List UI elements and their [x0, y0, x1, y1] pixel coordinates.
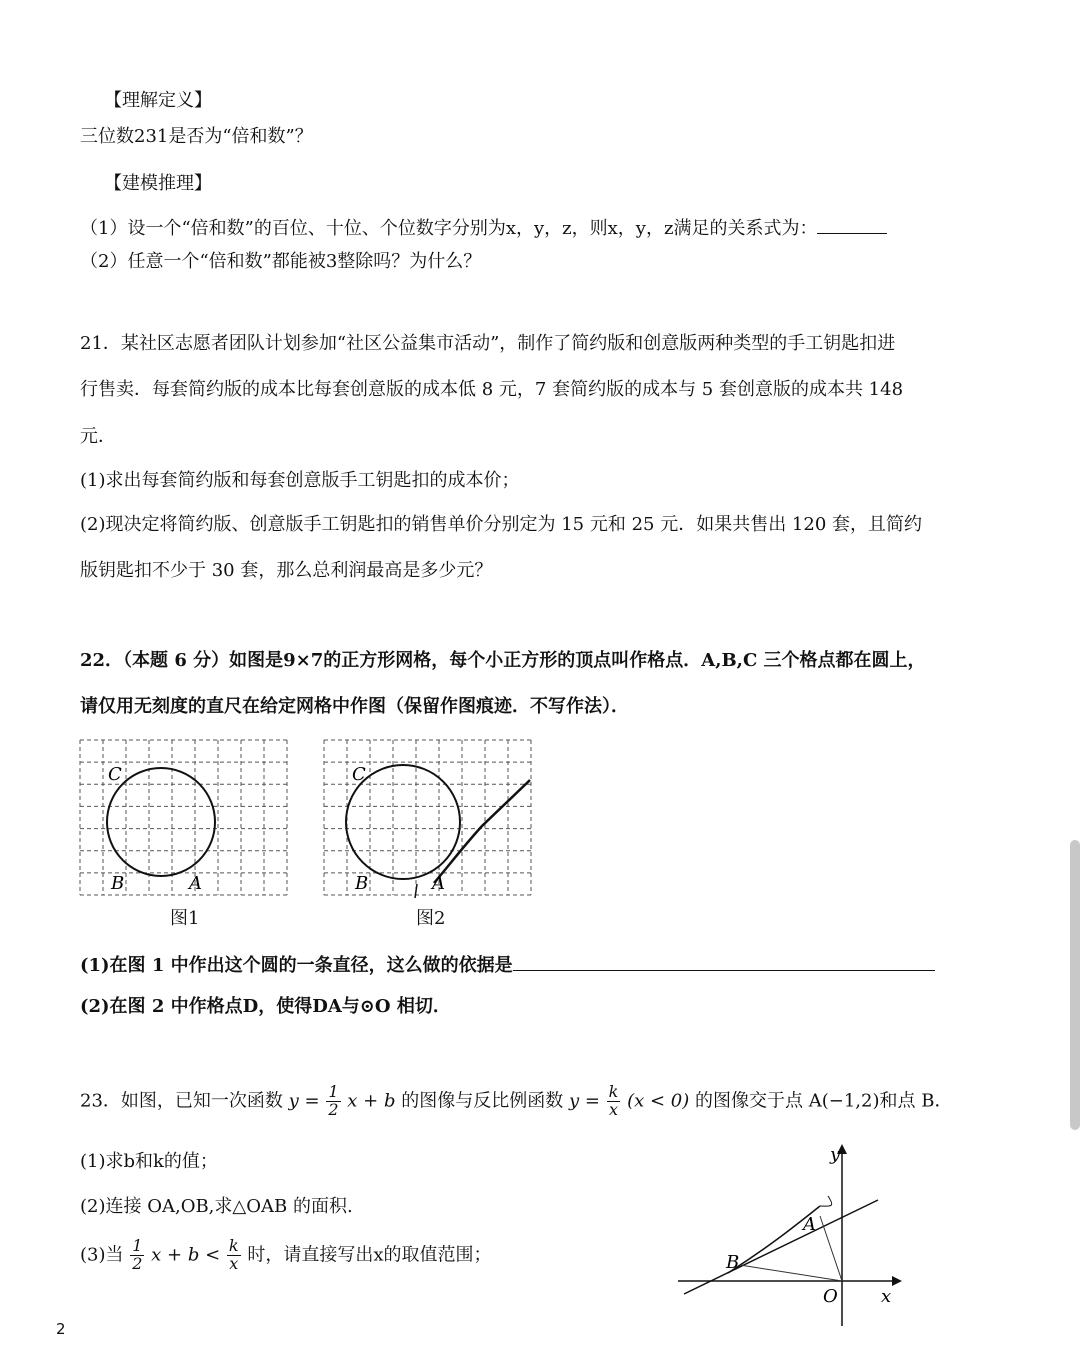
x-plus-b: x + b [151, 1244, 200, 1266]
figure-2-caption: 图2 [416, 908, 446, 929]
fraction-one-half [130, 1238, 144, 1273]
problem-21-line-1: 21．某社区志愿者团队计划参加“社区公益集市活动”，制作了简约版和创意版两种类型的手工钥匙扣进 [80, 333, 896, 354]
point-b-label: B [355, 873, 369, 894]
question-model-1-text: （1）设一个“倍和数”的百位、十位、个位数字分别为x，y，z，则x，y，z满足的关系式为： [80, 218, 818, 239]
construction-mark [415, 884, 417, 898]
linear-function-line [684, 1200, 878, 1294]
sub-3-prefix: (3)当 [80, 1244, 124, 1266]
sub-3-suffix: 时，请直接写出x的取值范围； [247, 1244, 492, 1266]
problem-21-line-2: 行售卖．每套简约版的成本比每套创意版的成本低 8 元，7 套简约版的成本与 5 套创意版的成本共 148 [80, 379, 904, 400]
problem-23-sub-1: (1)求b和k的值； [80, 1151, 218, 1172]
problem-23-prefix: 23．如图，已知一次函数 [80, 1090, 283, 1112]
problem-23-sub-3 [80, 1238, 492, 1273]
heading-understand-definition: 【理解定义】 [104, 90, 212, 111]
problem-21-line-3: 元． [80, 426, 116, 447]
numerator: k [608, 1082, 619, 1101]
x-plus-b: x + b [347, 1090, 396, 1112]
problem-21-sub-2-line-2: 版钥匙扣不少于 30 套，那么总利润最高是多少元？ [80, 560, 493, 581]
problem-23-sub-2: (2)连接 OA,OB,求△OAB 的面积. [80, 1196, 353, 1217]
problem-22-line-2: 请仅用无刻度的直尺在给定网格中作图（保留作图痕迹．不写作法）． [80, 696, 629, 717]
numerator: 1 [132, 1236, 143, 1255]
point-a-label: A [189, 873, 202, 894]
denominator: x [609, 1099, 619, 1119]
problem-22-line-1: 22．（本题 6 分）如图是9×7的正方形网格，每个小正方形的顶点叫作格点．A,B,C 三个格点都在圆上， [80, 650, 926, 671]
problem-22-sub-1-text: (1)在图 1 中作出这个圆的一条直径，这么做的依据是 [80, 955, 513, 976]
y-equals-2: y = [568, 1090, 600, 1112]
problem-22-sub-2: (2)在图 2 中作格点D，使得DA与⊙O 相切． [80, 996, 451, 1017]
point-c-label: C [108, 764, 122, 785]
question-understand: 三位数231是否为“倍和数”？ [80, 126, 313, 147]
origin-label: O [823, 1286, 838, 1307]
point-c-label: C [352, 764, 366, 785]
segment-oa [820, 1216, 842, 1281]
less-than: < [205, 1244, 221, 1266]
problem-21-sub-2-line-1: (2)现决定将简约版、创意版手工钥匙扣的销售单价分别定为 15 元和 25 元．如果共售出 120 套，且简约 [80, 514, 922, 535]
denominator: 2 [132, 1253, 143, 1273]
domain-condition: (x < 0) [627, 1090, 690, 1112]
hyperbola-trace [820, 1196, 832, 1206]
problem-23-graph [670, 1138, 910, 1328]
denominator: 2 [328, 1099, 339, 1119]
fraction-k-over-x [607, 1084, 621, 1119]
denominator: x [229, 1253, 239, 1273]
problem-23-mid: 的图像与反比例函数 [401, 1090, 564, 1112]
problem-22-sub-1 [80, 954, 935, 975]
question-model-1 [80, 219, 887, 238]
page-number: 2 [56, 1320, 66, 1338]
numerator: k [228, 1236, 239, 1255]
point-b-label: B [111, 873, 125, 894]
point-b-label: B [726, 1252, 740, 1273]
point-a-label: A [803, 1214, 816, 1235]
numerator: 1 [328, 1082, 339, 1101]
scrollbar[interactable] [1070, 840, 1080, 1130]
figure-2-grid [322, 738, 534, 898]
heading-modeling-reasoning: 【建模推理】 [104, 173, 212, 194]
point-a-label: A [432, 873, 445, 894]
problem-21-sub-1: (1)求出每套简约版和每套创意版手工钥匙扣的成本价； [80, 470, 520, 491]
problem-23-stem [80, 1084, 952, 1119]
segment-ob [740, 1265, 842, 1281]
figure-1-caption: 图1 [170, 908, 200, 929]
tangent-line [434, 780, 530, 883]
x-axis-arrow-icon [892, 1276, 902, 1286]
y-axis-label: y [830, 1144, 841, 1165]
problem-23-suffix: 的图像交于点 A(−1,2)和点 B． [695, 1090, 953, 1112]
question-model-2: （2）任意一个“倍和数”都能被3整除吗？为什么？ [80, 251, 482, 272]
y-equals: y = [288, 1090, 320, 1112]
answer-blank [817, 219, 887, 234]
x-axis-label: x [881, 1286, 892, 1307]
fraction-k-over-x [227, 1238, 241, 1273]
answer-blank-long [513, 954, 935, 971]
figure-1-grid [78, 738, 290, 898]
fraction-one-half [326, 1084, 340, 1119]
